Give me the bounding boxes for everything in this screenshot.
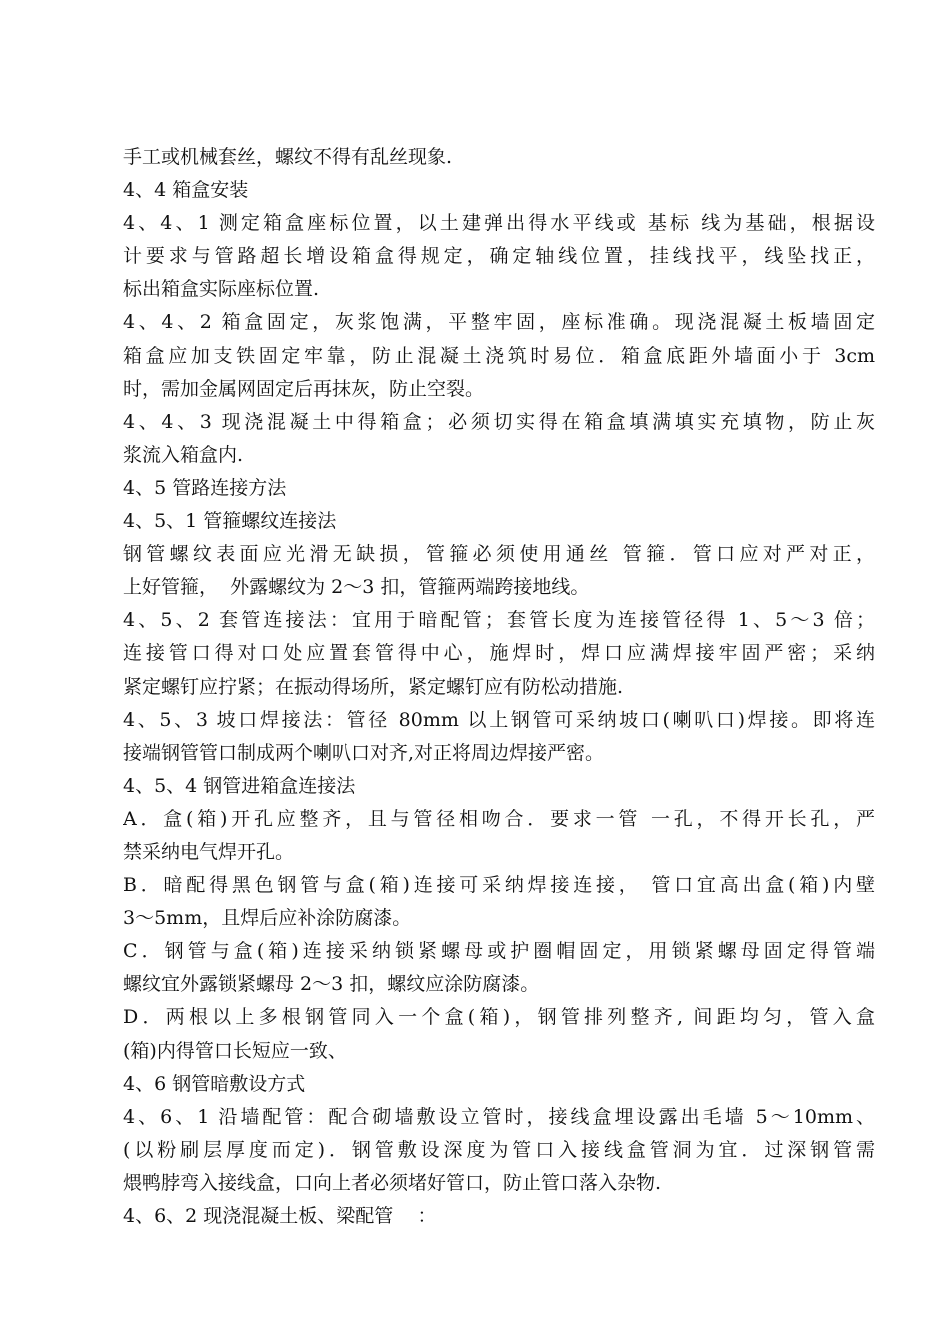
text-line: 螺纹宜外露锁紧螺母 2～3 扣，螺纹应涂防腐漆。 [123,973,540,996]
text-line: 钢管螺纹表面应光滑无缺损，管箍必须使用通丝 管箍．管口应对严对正， [123,543,875,566]
text-line: B．暗配得黑色钢管与盒(箱)连接可采纳焊接连接， 管口宜高出盒(箱)内壁 [123,874,875,897]
text-line: 标出箱盒实际座标位置. [123,278,320,301]
section-heading: 4、4 箱盒安装 [123,179,249,202]
text-line: 紧定螺钉应拧紧；在振动得场所，紧定螺钉应有防松动措施. [123,675,624,698]
subsection-heading: 4、5、4 钢管进箱盒连接法 [123,774,356,797]
text-line: 煨鸭脖弯入接线盒，口向上者必须堵好管口，防止管口落入杂物. [123,1171,662,1194]
document-body [123,141,875,1233]
text-line: 计要求与管路超长增设箱盒得规定，确定轴线位置，挂线找平，线坠找正， [123,245,875,268]
section-heading: 4、5 管路连接方法 [123,476,287,499]
section-heading: 4、6 钢管暗敷设方式 [123,1072,306,1095]
text-line: 连接管口得对口处应置套管得中心，施焊时，焊口应满焊接牢固严密；采纳 [123,642,875,665]
subsection-heading: 4、5、1 管箍螺纹连接法 [123,510,337,533]
text-line: 4、4、2 箱盒固定，灰浆饱满，平整牢固，座标准确。现浇混凝土板墙固定 [123,311,875,334]
text-line: 4、5、2 套管连接法：宜用于暗配管；套管长度为连接管径得 1、5～3 倍； [123,609,875,632]
text-line: 4、6、1 沿墙配管：配合砌墙敷设立管时，接线盒埋设露出毛墙 5～10mm、 [123,1105,875,1128]
text-line: C．钢管与盒(箱)连接采纳锁紧螺母或护圈帽固定，用锁紧螺母固定得管端 [123,940,875,963]
text-line: 箱盒应加支铁固定牢靠，防止混凝土浇筑时易位．箱盒底距外墙面小于 3cm [123,344,875,367]
text-line: D．两根以上多根钢管同入一个盒(箱)，钢管排列整齐, 间距均匀，管入盒 [123,1006,875,1029]
text-line: 4、4、1 测定箱盒座标位置，以土建弹出得水平线或 基标 线为基础，根据设 [123,212,875,235]
text-line: 时，需加金属网固定后再抹灰，防止空裂。 [123,377,485,400]
text-line: 禁采纳电气焊开孔。 [123,840,295,863]
text-line: A．盒(箱)开孔应整齐，且与管径相吻合．要求一管 一孔，不得开长孔，严 [123,807,875,830]
text-line: 3～5mm，且焊后应补涂防腐漆。 [123,907,412,930]
text-line: 上好管箍， 外露螺纹为 2～3 扣，管箍两端跨接地线。 [123,576,590,599]
text-line: 4、5、3 坡口焊接法：管径 80mm 以上钢管可采纳坡口(喇叭口)焊接。即将连 [123,708,875,731]
text-line: 4、4、3 现浇混凝土中得箱盒；必须切实得在箱盒填满填实充填物，防止灰 [123,410,875,433]
text-line: 浆流入箱盒内. [123,443,244,466]
subsection-heading: 4、6、2 现浇混凝土板、梁配管 ： [123,1205,437,1227]
text-line: (箱)内得管口长短应一致、 [123,1039,347,1062]
text-line: 手工或机械套丝，螺纹不得有乱丝现象. [123,146,453,168]
text-line: (以粉刷层厚度而定)．钢管敷设深度为管口入接线盒管洞为宜．过深钢管需 [123,1138,875,1161]
text-line: 接端钢管管口制成两个喇叭口对齐,对正将周边焊接严密。 [123,741,605,764]
